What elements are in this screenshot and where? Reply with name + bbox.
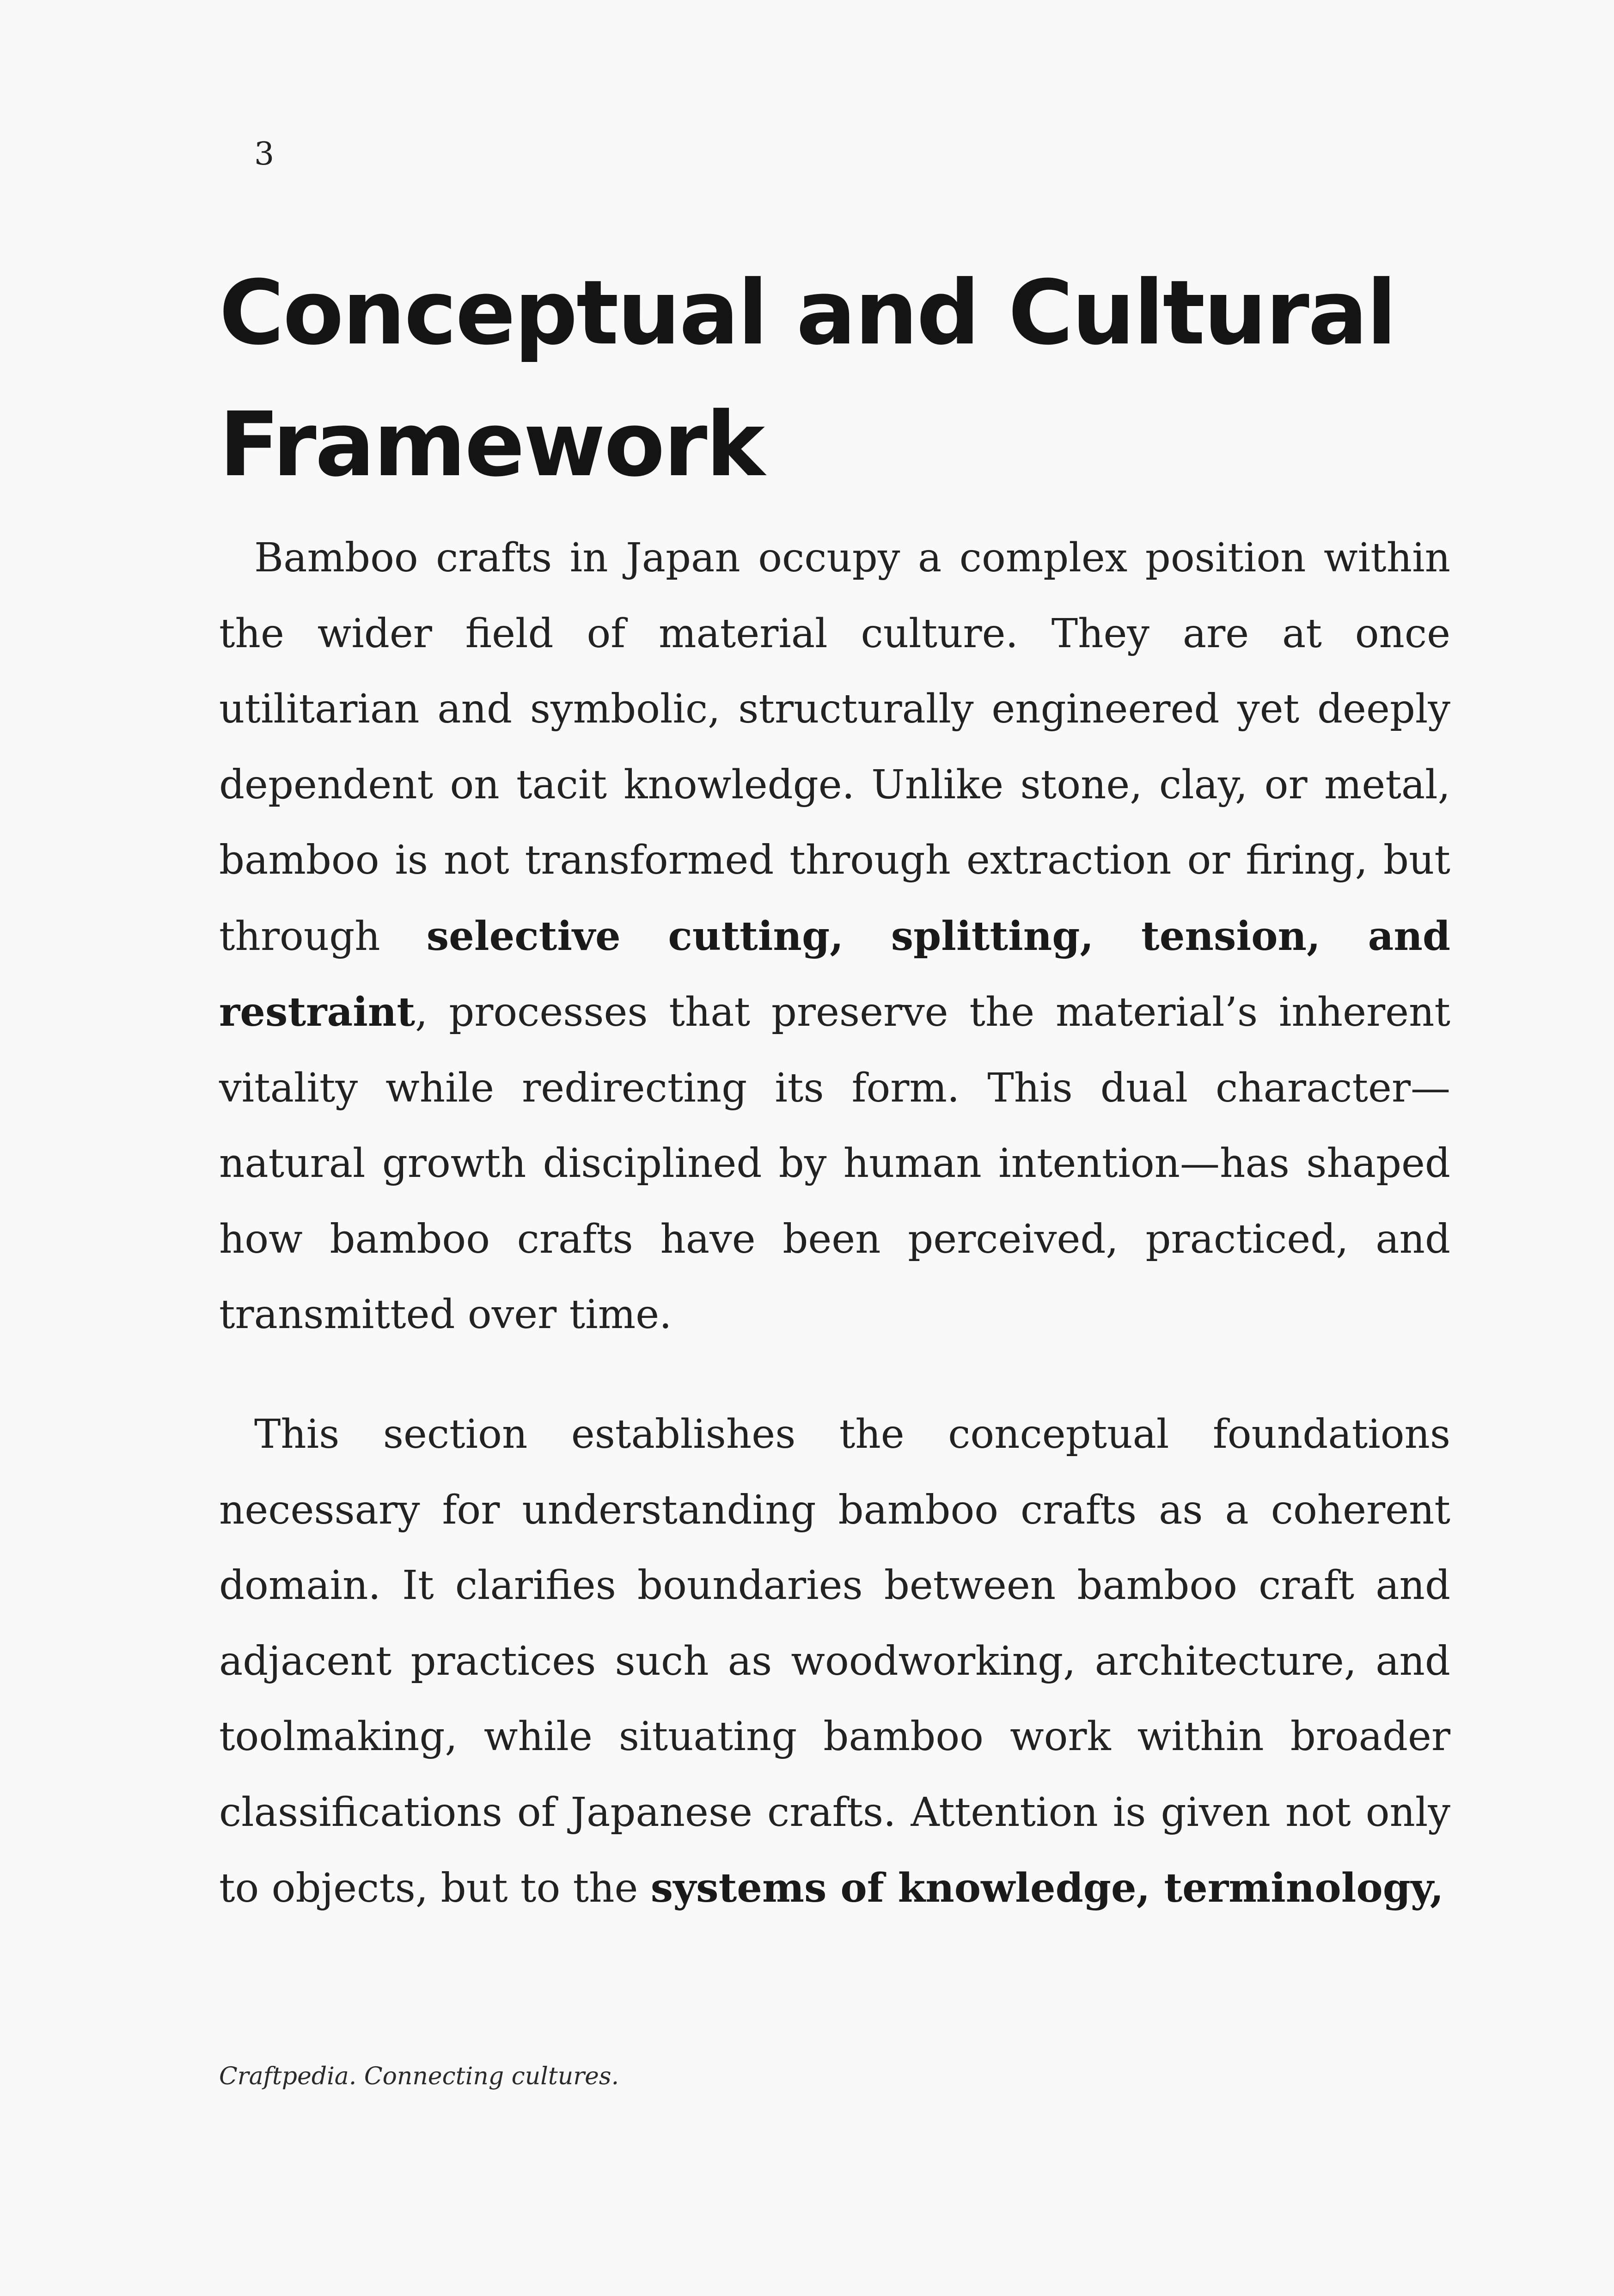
page-title bbox=[219, 247, 1467, 511]
paragraph-2-text-start: This section establishes the conceptual foundations necessary for understanding bamboo crafts as a coherent domain. It clarifies boundaries between bamboo craft and adjacent practices such as woodworking, architecture, and toolmaking, while situating bamboo work within broader classifications of Japanese crafts. Attention is given not only to objects, but to the bbox=[219, 1411, 1450, 1911]
paragraph-2-bold-phrase: systems of knowledge, terminology, bbox=[650, 1865, 1444, 1911]
page-number: 3 bbox=[254, 136, 275, 172]
page-title-line-1: Conceptual and Cultural bbox=[219, 262, 1396, 365]
page-footer: Craftpedia. Connecting cultures. bbox=[219, 2063, 619, 2090]
body-paragraph-1 bbox=[219, 520, 1450, 1353]
paragraph-1-text-end: , processes that preserve the material’s inherent vitality while redirecting its form. This dual character—natural growth disciplined by human intention—has shaped how bamboo crafts have been perceived, practiced, and transmitted over time. bbox=[219, 989, 1450, 1338]
paragraph-1-bold-phrase: selective cutting, splitting, tension, and restraint bbox=[219, 912, 1450, 1035]
page-title-line-2: Framework bbox=[219, 393, 764, 496]
body-paragraph-2 bbox=[219, 1397, 1450, 1927]
paragraph-1-text-start: Bamboo crafts in Japan occupy a complex position within the wider field of material culture. They are at once utilitarian and symbolic, structurally engineered yet deeply dependent on tacit knowledge. Unlike stone, clay, or metal, bamboo is not transformed through extraction or firing, but through bbox=[219, 535, 1450, 960]
